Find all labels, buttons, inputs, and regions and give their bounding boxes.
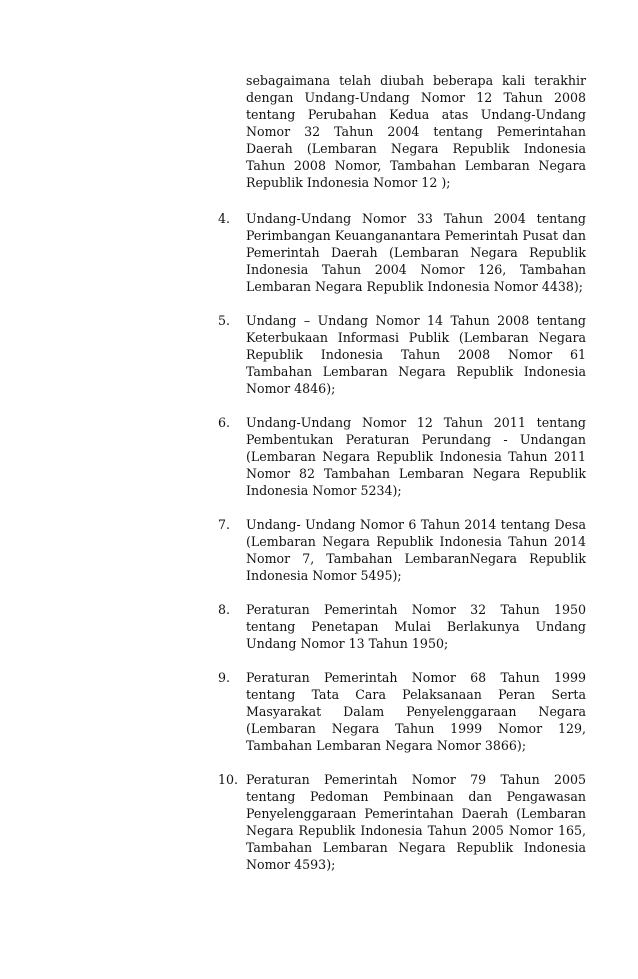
item-text: Undang-Undang Nomor 33 Tahun 2004 tentang Perimbangan Keuanganantara Pemerintah Pusat dan Pemerintah Daerah (Lembaran Negara Republik Indonesia Tahun 2004 Nomor 126, Tambahan Lembaran Negara Republik Indonesia Nomor 4438); [246, 211, 586, 294]
item-number: 5. [218, 313, 231, 328]
continuation-paragraph: sebagaimana telah diubah beberapa kali terakhir dengan Undang-Undang Nomor 12 Tahun 2008 tentang Perubahan Kedua atas Undang-Undang Nomor 32 Tahun 2004 tentang Pemerintahan Daerah (Lembaran Negara Republik Indonesia Tahun 2008 Nomor, Tambahan Lembaran Negara Republik Indonesia Nomor 12 ); [246, 73, 586, 190]
item-number: 9. [218, 670, 231, 685]
item-text: Peraturan Pemerintah Nomor 79 Tahun 2005 tentang Pedoman Pembinaan dan Pengawasan Penyelenggaraan Pemerintahan Daerah (Lembaran Negara Republik Indonesia Tahun 2005 Nomor 165, Tambahan Lembaran Negara Republik Indonesia Nomor 4593); [246, 772, 586, 872]
item-number: 7. [218, 517, 231, 532]
item-number: 4. [218, 211, 231, 226]
item-text: Peraturan Pemerintah Nomor 68 Tahun 1999 tentang Tata Cara Pelaksanaan Peran Serta Masyarakat Dalam Penyelenggaraan Negara (Lembaran Negara Tahun 1999 Nomor 129, Tambahan Lembaran Negara Nomor 3866); [246, 670, 586, 753]
item-text: Peraturan Pemerintah Nomor 32 Tahun 1950 tentang Penetapan Mulai Berlakunya Undang Undang Nomor 13 Tahun 1950; [246, 602, 586, 651]
item-number: 10. [218, 772, 239, 787]
item-text: Undang – Undang Nomor 14 Tahun 2008 tentang Keterbukaan Informasi Publik (Lembaran Negara Republik Indonesia Tahun 2008 Nomor 61 Tambahan Lembaran Negara Republik Indonesia Nomor 4846); [246, 313, 586, 396]
item-number: 6. [218, 415, 231, 430]
item-text: Undang-Undang Nomor 12 Tahun 2011 tentang Pembentukan Peraturan Perundang - Undangan (Lembaran Negara Republik Indonesia Tahun 2011 Nomor 82 Tambahan Lembaran Negara Republik Indonesia Nomor 5234); [246, 415, 586, 498]
item-text: Undang- Undang Nomor 6 Tahun 2014 tentang Desa (Lembaran Negara Republik Indonesia Tahun 2014 Nomor 7, Tambahan LembaranNegara Republik Indonesia Nomor 5495); [246, 517, 586, 583]
item-number: 8. [218, 602, 231, 617]
